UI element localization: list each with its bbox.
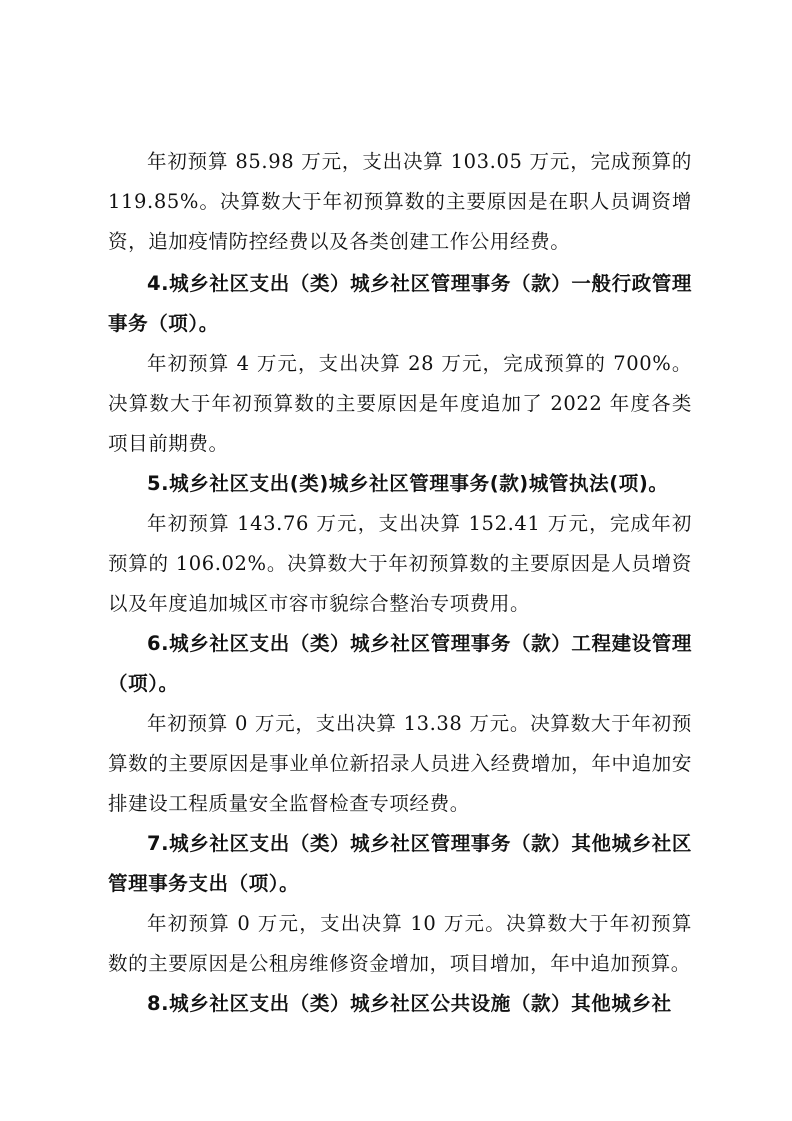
paragraph-section-5: 年初预算 143.76 万元，支出决算 152.41 万元，完成年初预算的 106.02%。决算数大于年初预算数的主要原因是人员增资以及年度追加城区市容市貌综合整治专项费用。 <box>108 512 692 615</box>
section-heading-7: 7.城乡社区支出（类）城乡社区管理事务（款）其他城乡社区管理事务支出（项）。 <box>108 832 692 895</box>
document-page <box>108 142 692 1024</box>
section-heading-8: 8.城乡社区支出（类）城乡社区公共设施（款）其他城乡社 <box>147 992 672 1015</box>
section-heading-6: 6.城乡社区支出（类）城乡社区管理事务（款）工程建设管理（项）。 <box>108 632 692 695</box>
paragraph-section-4: 年初预算 4 万元，支出决算 28 万元，完成预算的 700%。决算数大于年初预算数的主要原因是年度追加了 2022 年度各类项目前期费。 <box>108 352 692 455</box>
section-heading-4: 4.城乡社区支出（类）城乡社区管理事务（款）一般行政管理事务（项）。 <box>108 272 692 335</box>
section-heading-5: 5.城乡社区支出(类)城乡社区管理事务(款)城管执法(项)。 <box>147 472 669 495</box>
paragraph-section-6: 年初预算 0 万元，支出决算 13.38 万元。决算数大于年初预算数的主要原因是事业单位新招录人员进入经费增加，年中追加安排建设工程质量安全监督检查专项经费。 <box>108 712 692 815</box>
paragraph-section-7: 年初预算 0 万元，支出决算 10 万元。决算数大于年初预算数的主要原因是公租房维修资金增加，项目增加，年中追加预算。 <box>108 912 692 975</box>
paragraph-budget-summary: 年初预算 85.98 万元，支出决算 103.05 万元，完成预算的 119.85%。决算数大于年初预算数的主要原因是在职人员调资增资，追加疫情防控经费以及各类创建工作公用经费。 <box>108 150 692 253</box>
